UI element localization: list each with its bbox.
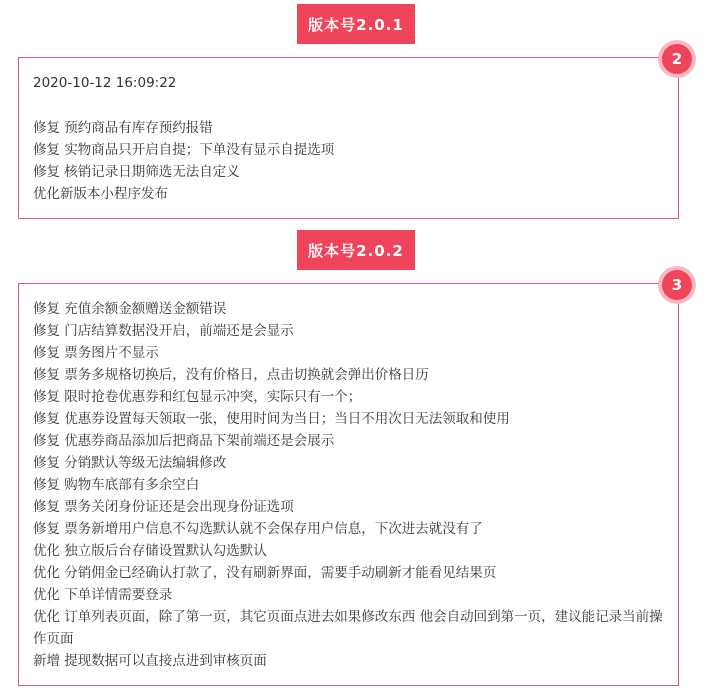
version-header-2-0-1: 版本号2.0.1 (297, 4, 415, 44)
changelog-item: 优化 下单详情需要登录 (33, 587, 173, 603)
section-number-badge: 2 (662, 44, 692, 74)
changelog-panel-2-0-1 (18, 57, 679, 219)
changelog-item: 优化新版本小程序发布 (33, 186, 168, 202)
changelog-item: 优化 订单列表页面，除了第一页，其它页面点进去如果修改东西 他会自动回到第一页，建议能记录当前操作页面 (33, 609, 663, 647)
changelog-item: 修复 票务多规格切换后，没有价格日，点击切换就会弹出价格日历 (33, 367, 429, 383)
changelog-item: 修复 优惠券商品添加后把商品下架前端还是会展示 (33, 433, 335, 449)
changelog-list (33, 117, 334, 205)
changelog-item: 修复 充值余额金额赠送金额错误 (33, 301, 227, 317)
changelog-item: 修复 门店结算数据没开启，前端还是会显示 (33, 323, 294, 339)
changelog-item: 修复 实物商品只开启自提；下单没有显示自提选项 (33, 142, 335, 158)
changelog-item: 修复 预约商品有库存预约报错 (33, 120, 213, 136)
section-number-badge: 3 (662, 270, 692, 300)
version-header-2-0-2: 版本号2.0.2 (297, 230, 415, 270)
changelog-item: 修复 票务新增用户信息不勾选默认就不会保存用户信息，下次进去就没有了 (33, 521, 483, 537)
changelog-item: 修复 分销默认等级无法编辑修改 (33, 455, 227, 471)
changelog-item: 修复 票务图片不显示 (33, 345, 159, 361)
changelog-item: 优化 分销佣金已经确认打款了，没有刷新界面，需要手动刷新才能看见结果页 (33, 565, 497, 581)
changelog-item: 修复 优惠券设置每天领取一张，使用时间为当日；当日不用次日无法领取和使用 (33, 411, 510, 427)
changelog-item: 修复 限时抢卷优惠券和红包显示冲突，实际只有一个； (33, 389, 362, 405)
changelog-panel-2-0-2 (18, 283, 679, 686)
changelog-item: 修复 购物车底部有多余空白 (33, 477, 200, 493)
changelog-item: 优化 独立版后台存储设置默认勾选默认 (33, 543, 267, 559)
changelog-item: 新增 提现数据可以直接点进到审核页面 (33, 653, 267, 669)
changelog-item: 修复 票务关闭身份证还是会出现身份证选项 (33, 499, 294, 515)
changelog-list (33, 298, 663, 672)
changelog-item: 修复 核销记录日期筛选无法自定义 (33, 164, 240, 180)
release-timestamp: 2020-10-12 16:09:22 (33, 75, 177, 91)
